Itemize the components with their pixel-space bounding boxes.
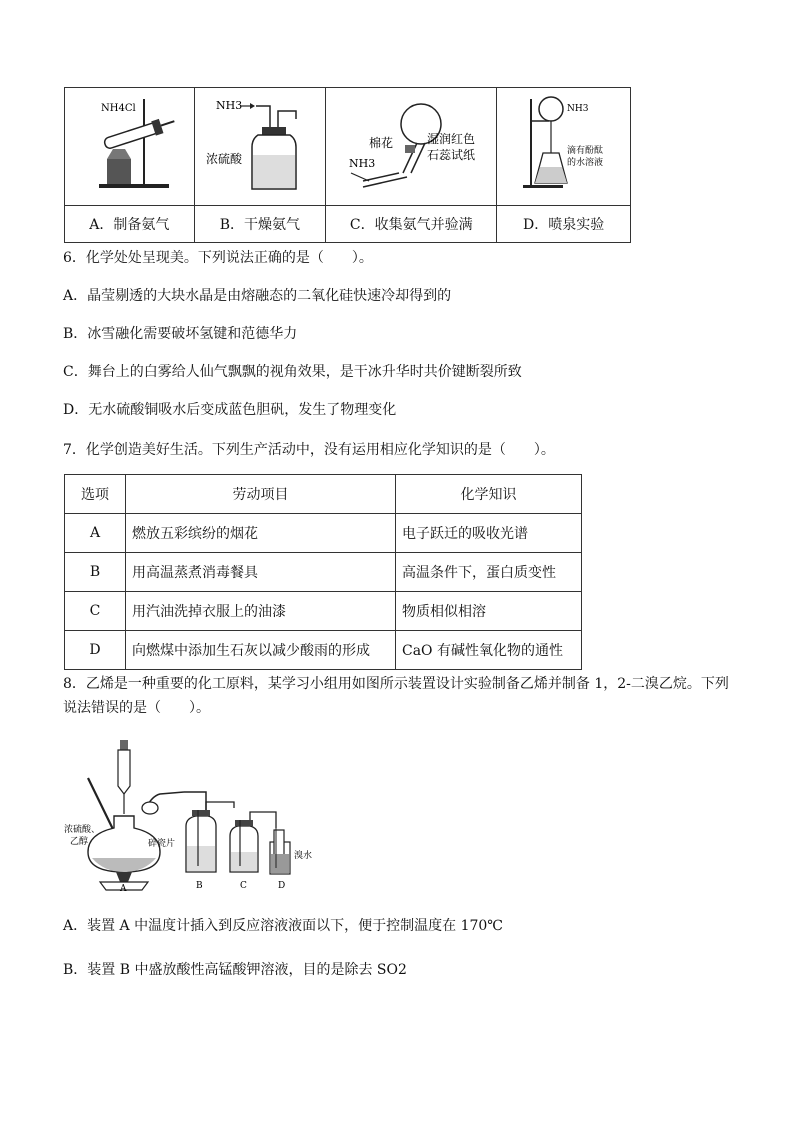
q6-option-c: C．舞台上的白雾给人仙气飘飘的视角效果，是干冰升华时共价键断裂所致 [63, 364, 522, 380]
row-d-knowledge: CaO 有碱性氧化物的通性 [396, 631, 582, 670]
row-b-knowledge: 高温条件下，蛋白质变性 [396, 553, 582, 592]
reagent-label-1: 浓硫酸、 [64, 825, 101, 835]
row-b-option: B [65, 553, 126, 592]
bromine-water-label: 溴水 [294, 851, 313, 861]
caption-b: B．干燥氨气 [194, 206, 326, 243]
apparatus-a-cell [65, 88, 195, 206]
row-d-option: D [65, 631, 126, 670]
q7-stem: 7．化学创造美好生活。下列生产活动中，没有运用相应化学知识的是（ ）。 [63, 442, 555, 458]
q8-stem-line1: 8．乙烯是一种重要的化工原料，某学习小组用如图所示装置设计实验制备乙烯并制备 1，2-二溴乙烷。下列 [63, 676, 729, 692]
figure-label-b: B [196, 881, 203, 891]
caption-a: A．制备氨气 [65, 206, 195, 243]
row-a-option: A [65, 514, 126, 553]
ethylene-apparatus-figure [64, 738, 324, 894]
apparatus-c-cell [326, 88, 497, 206]
figure-label-d: D [278, 881, 286, 891]
reagent-label-2: 乙醇 [70, 837, 89, 847]
q8-stem-line2: 说法错误的是（ ）。 [63, 700, 210, 716]
b-nh3-label: NH3 [215, 98, 243, 112]
figure-label-c: C [240, 881, 247, 891]
ammonia-collect-figure [329, 89, 493, 201]
table-row [65, 553, 582, 592]
table-row [65, 631, 582, 670]
header-option: 选项 [65, 475, 126, 514]
row-d-item: 向燃煤中添加生石灰以减少酸雨的形成 [126, 631, 396, 670]
q6-option-a: A．晶莹剔透的大块水晶是由熔融态的二氧化硅快速冷却得到的 [63, 288, 452, 304]
apparatus-d-cell [497, 88, 631, 206]
header-labor-item: 劳动项目 [126, 475, 396, 514]
header-chem-knowledge: 化学知识 [396, 475, 582, 514]
caption-c: C．收集氨气并验满 [326, 206, 497, 243]
apparatus-table [64, 87, 631, 243]
q6-option-d: D．无水硫酸铜吸水后变成蓝色胆矾，发生了物理变化 [63, 402, 397, 418]
c-nh3-label: NH3 [349, 156, 376, 170]
nh4cl-label: NH4Cl [101, 102, 136, 114]
litmus-paper-label-2: 石蕊试纸 [427, 147, 476, 162]
apparatus-b-cell [194, 88, 326, 206]
table-row [65, 514, 582, 553]
row-a-knowledge: 电子跃迁的吸收光谱 [396, 514, 582, 553]
row-c-item: 用汽油洗掉衣服上的油漆 [126, 592, 396, 631]
d-nh3-label: NH3 [566, 103, 589, 114]
row-c-knowledge: 物质相似相溶 [396, 592, 582, 631]
conc-sulfuric-acid-label: 浓硫酸 [205, 151, 242, 166]
cotton-label: 棉花 [369, 135, 394, 150]
q7-table [64, 474, 582, 670]
figure-label-a: A [120, 884, 127, 894]
phenolphthalein-label-2: 的水溶液 [566, 157, 603, 168]
q8-option-a: A．装置 A 中温度计插入到反应溶液液面以下，便于控制温度在 170℃ [63, 918, 503, 934]
fountain-figure [501, 89, 627, 201]
caption-d: D．喷泉实验 [497, 206, 631, 243]
ammonia-prep-figure [69, 89, 189, 201]
row-b-item: 用高温蒸煮消毒餐具 [126, 553, 396, 592]
row-a-item: 燃放五彩缤纷的烟花 [126, 514, 396, 553]
litmus-paper-label-1: 湿润红色 [427, 131, 476, 146]
porcelain-chips-label: 碎瓷片 [148, 839, 176, 849]
q8-option-b: B．装置 B 中盛放酸性高锰酸钾溶液，目的是除去 SO2 [63, 962, 407, 978]
table-row [65, 592, 582, 631]
phenolphthalein-label-1: 滴有酚酞 [566, 145, 603, 156]
ammonia-dry-figure [198, 89, 322, 201]
q6-option-b: B．冰雪融化需要破坏氢键和范德华力 [63, 326, 298, 342]
row-c-option: C [65, 592, 126, 631]
q6-stem: 6．化学处处呈现美。下列说法正确的是（ ）。 [63, 250, 373, 266]
table-header-row [65, 475, 582, 514]
